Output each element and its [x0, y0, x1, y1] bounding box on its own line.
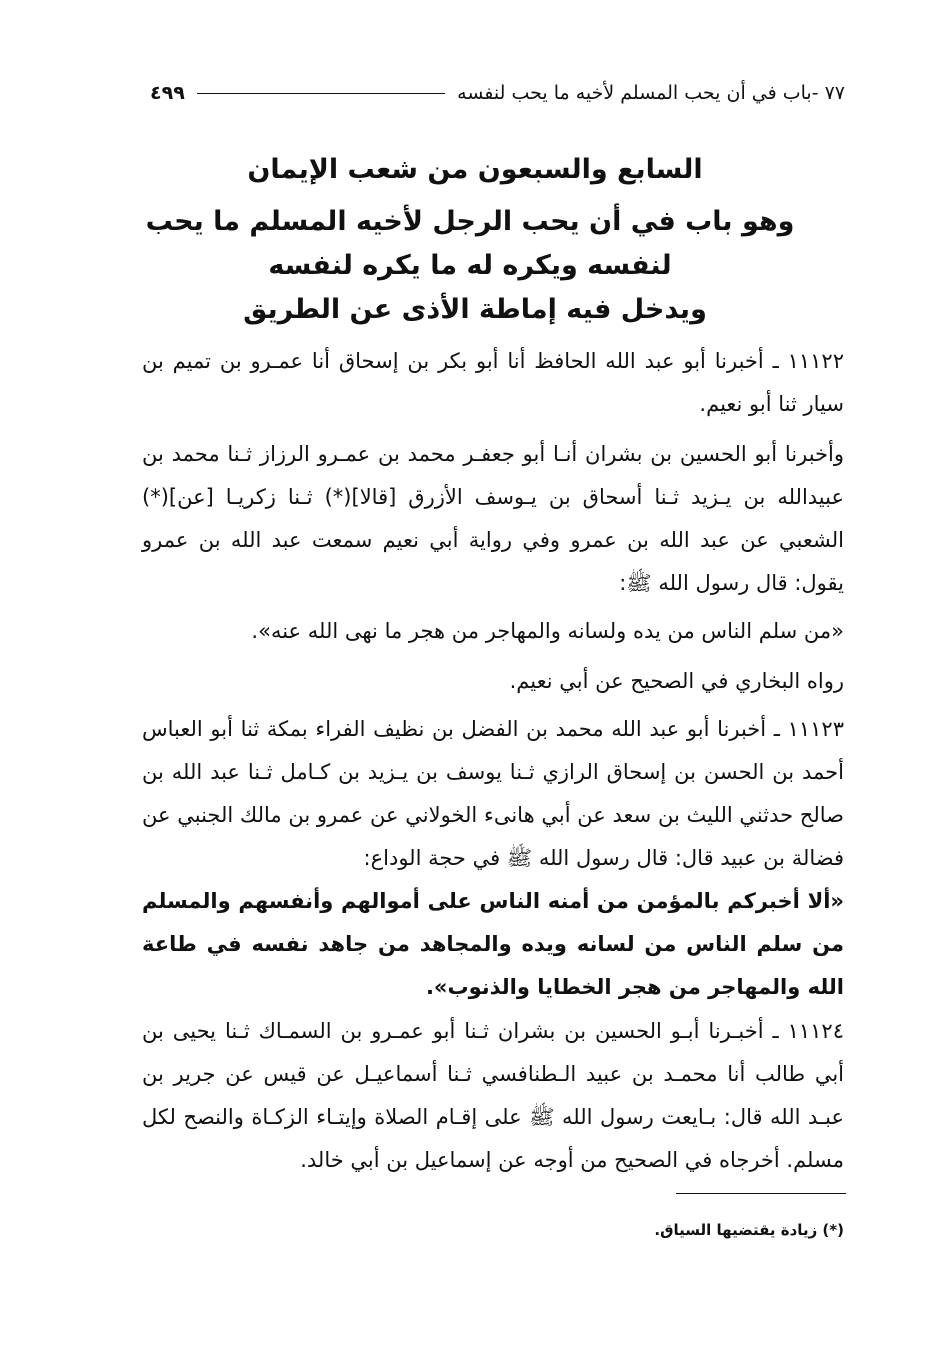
footnote: (*) زيادة يقتضيها السياق.: [654, 1221, 844, 1239]
running-header: [150, 78, 845, 108]
chapter-title: ٧٧ -باب في أن يحب المسلم لأخيه ما يحب لنفسه: [457, 82, 845, 104]
section-heading: السابع والسبعون من شعب الإيمان: [247, 154, 703, 185]
hadith-11124: ١١١٢٤ ـ أخبـرنا أبـو الحسين بن بشران ثـنا أبو عمـرو بن السمـاك ثـنا يحيى بن أبي طالب أنا محمـد بن عبيد الـطنافسي ثـنا أسماعيـل عن قيس عن جرير بن عبـد الله قال: بـايعت رسول الله ﷺ على إقـام الصلاة وإيتـاء الزكـاة والنصح لكل مسلم. أخرجاه في الصحيح من أوجه عن إسماعيل بن أبي خالد.: [142, 1019, 844, 1172]
footnote-rule: [676, 1193, 846, 1194]
chapter-heading: وهو باب في أن يحب الرجل لأخيه المسلم ما يحب لنفسه ويكره له ما يكره لنفسه: [145, 206, 795, 281]
hadith-11123-isnad: ١١١٢٣ ـ أخبرنا أبو عبد الله محمد بن الفضل بن نظيف الفراء بمكة ثنا أبو العباس أحمد بن الحسن بن إسحاق الرازي ثـنا يوسف بن يـزيد بن كـامل ثـنا عبد الله بن صالح حدثني الليث بن سعد عن أبي هانىء الخولاني عن عمرو بن مالك الجنبي عن فضالة بن عبيد قال: قال رسول الله ﷺ في حجة الوداع:: [142, 717, 844, 870]
hadith-11122-second-isnad: وأخبرنا أبو الحسين بن بشران أنـا أبو جعفـر محمد بن عمـرو الرزاز ثـنا محمد بن عبيدالله بن يـزيد ثـنا أسحاق بن يـوسف الأزرق [قالا](*) ثـنا زكريـا [عن](*) الشعبي عن عبد الله بن عمرو وفي رواية أبي نعيم سمعت عبد الله بن عمرو يقول: قال رسول الله ﷺ:: [142, 442, 844, 595]
hadith-11123-matn: «ألا أخبركم بالمؤمن من أمنه الناس على أموالهم وأنفسهم والمسلم من سلم الناس من لسانه ويده والمجاهد من جاهد نفسه في طاعة الله والمهاجر من هجر الخطايا والذنوب».: [142, 889, 844, 999]
hadith-11122-isnad: ١١١٢٢ ـ أخبرنا أبو عبد الله الحافظ أنا أبو بكر بن إسحاق أنا عمـرو بن تميم بن سيار ثنا أبو نعيم.: [142, 349, 844, 416]
page-number: ٤٩٩: [150, 82, 185, 104]
sub-heading: ويدخل فيه إماطة الأذى عن الطريق: [243, 294, 707, 325]
header-rule: [197, 93, 445, 94]
hadith-11122-matn: «من سلم الناس من يده ولسانه والمهاجر من هجر ما نهى الله عنه».: [251, 619, 844, 643]
hadith-11122-source: رواه البخاري في الصحيح عن أبي نعيم.: [509, 669, 844, 693]
